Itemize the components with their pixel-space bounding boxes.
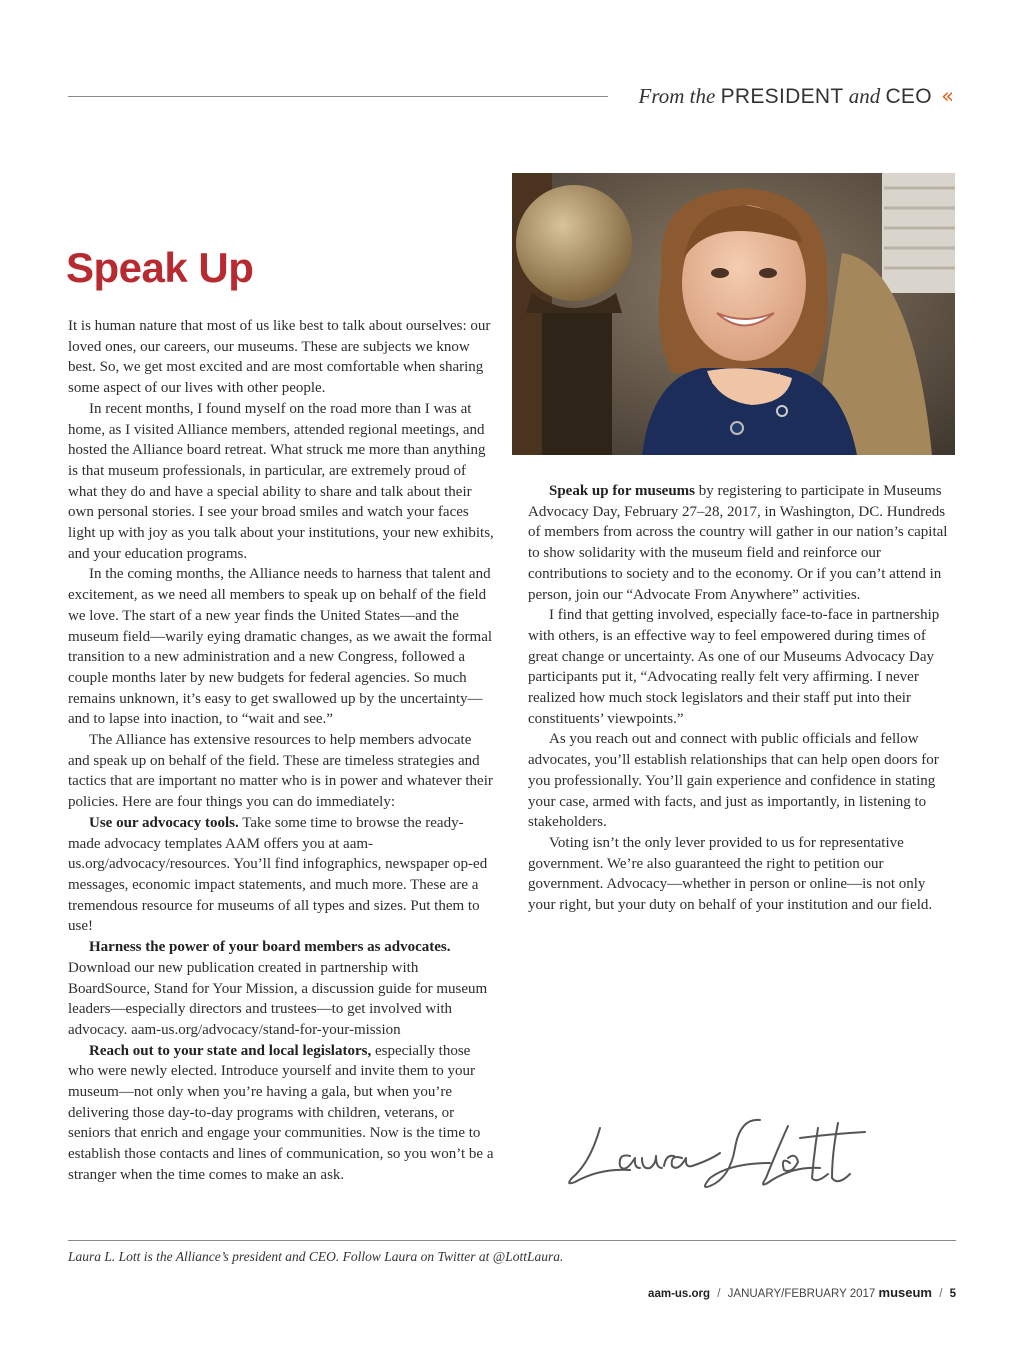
paragraph-10: As you reach out and connect with public officials and fellow advocates, you’ll establish relationships that can help open doors for you professionally. You’ll gain experience and confidence in stating your case, armed with facts, and just as importantly, in listening to stakeholders. <box>528 731 939 831</box>
paragraph-6-text: Download our new publication created in partnership with BoardSource, Stand for Your Mission, a discussion guide for museum leaders—especially directors and trustees—to get involved with advocacy. aam-us.org/advocacy/stand-for-your-mission <box>68 959 488 1038</box>
paragraph-6 <box>68 937 496 1041</box>
article-column-left <box>68 316 496 1186</box>
paragraph-3: In the coming months, the Alliance needs to harness that talent and excitement, as we need all members to speak up on behalf of the field we love. The start of a new year finds the United States—and the museum field—warily eying dramatic changes, as we await the formal transition to a new administration and a new Congress, followed a couple months later by new budgets for federal agencies. So much remains unknown, it’s easy to get swallowed up by the uncertainty—and to lapse into inaction, to “wait and see.” <box>68 566 493 728</box>
paragraph-5-lead: Use our advocacy tools. <box>89 814 239 831</box>
paragraph-4: The Alliance has extensive resources to help members advocate and speak up on behalf of the field. These are timeless strategies and tactics that are important no matter who is in power and whatever their policies. Here are four things you can do immediately: <box>68 732 493 811</box>
author-signature <box>560 1108 880 1198</box>
paragraph-7-lead: Reach out to your state and local legislators, <box>89 1042 372 1059</box>
paragraph-7 <box>68 1041 496 1186</box>
paragraph-11: Voting isn’t the only lever provided to us for representative government. We’re also guaranteed the right to petition our government. Advocacy—whether in person or online—is not only your right, but your duty on behalf of your institution and our field. <box>528 834 933 914</box>
footer-separator: / <box>717 1288 721 1300</box>
header-rule <box>68 96 608 97</box>
header-and: and <box>848 84 881 108</box>
paragraph-8-text: by registering to participate in Museums Advocacy Day, February 27–28, 2017, in Washington, DC. Hundreds of members from across the country will gather in our nation’s capital to show solidarity with the museum field and reinforce our contributions to society and to the economy. Or if you can’t attend in person, join our “Advocate From Anywhere” activities. <box>528 483 948 603</box>
footer-site: aam-us.org <box>648 1288 711 1300</box>
paragraph-6-lead: Harness the power of your board members as advocates. <box>89 939 451 956</box>
author-photo <box>512 173 955 455</box>
header-ceo: CEO <box>885 85 932 108</box>
paragraph-5 <box>68 813 496 937</box>
paragraph-7-text: especially those who were newly elected. Introduce yourself and invite them to your museum—not only when you’re having a gala, but when you’re delivering those day-to-day programs with children, veterans, or seniors that enrich and engage your communities. Now is the time to establish those contacts and lines of communication, so you won’t be a stranger when the time comes to make an ask. <box>68 1042 494 1183</box>
paragraph-9: I find that getting involved, especially face-to-face in partnership with others, is an effective way to feel empowered during times of great change or uncertainty. As one of our Museums Advocacy Day participants put it, “Advocating really felt very affirming. I never realized how much stock legislators and their staff put into their constituents’ viewpoints.” <box>528 607 940 727</box>
header-from-the: From the <box>638 84 716 108</box>
paragraph-8 <box>528 481 956 605</box>
header-president: PRESIDENT <box>720 85 844 108</box>
paragraph-5-text: Take some time to browse the ready-made advocacy templates AAM offers you at aam-us.org/advocacy/resources. You’ll find infographics, newspaper op-ed messages, economic impact statements, and much more. These are a tremendous resource for museums of all types and sizes. Put them to use! <box>68 814 488 935</box>
author-bio: Laura L. Lott is the Alliance’s president and CEO. Follow Laura on Twitter at @LottLaura. <box>68 1249 564 1264</box>
article-title: Speak Up <box>66 244 254 291</box>
page-footer <box>648 1285 956 1300</box>
section-header <box>639 84 954 109</box>
footer-issue: JANUARY/FEBRUARY 2017 <box>727 1288 876 1300</box>
footer-magazine: museum <box>878 1285 932 1300</box>
paragraph-8-lead: Speak up for museums <box>549 483 696 499</box>
double-chevron-left-icon: « <box>941 84 954 108</box>
article-column-right <box>528 481 956 916</box>
footer-separator: / <box>939 1288 943 1300</box>
page-number: 5 <box>949 1288 956 1300</box>
paragraph-2: In recent months, I found myself on the road more than I was at home, as I visited Alliance members, attended regional meetings, and hosted the Alliance board retreat. What struck me more than anything is that museum professionals, in particular, are extremely proud of what they do and have a special ability to share and talk about their own personal stories. I see your broad smiles and watch your faces light up with joy as you talk about your institutions, your new exhibits, and your education programs. <box>68 400 494 562</box>
paragraph-1: It is human nature that most of us like best to talk about ourselves: our loved ones, our careers, our museums. These are subjects we know best. So, we get most excited and are most comfortable when sharing some aspect of our lives with other people. <box>68 318 491 397</box>
footer-rule <box>68 1240 956 1241</box>
